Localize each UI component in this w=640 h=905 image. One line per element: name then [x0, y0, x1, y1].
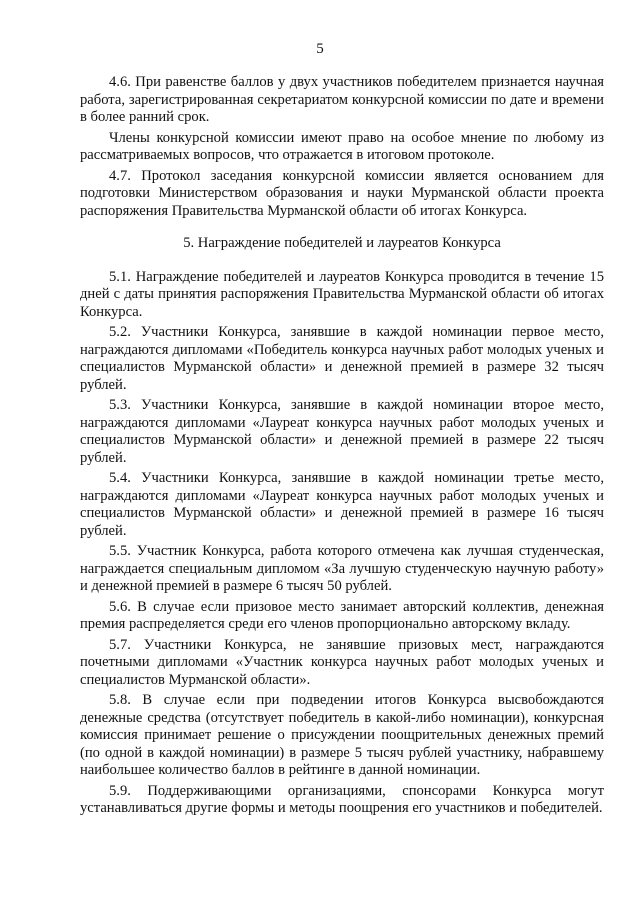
paragraph-5-1: 5.1. Награждение победителей и лауреатов Конкурса проводится в течение 15 дней с даты принятия распоряжения Правительства Мурманской области об итогах Конкурса.: [80, 268, 604, 320]
paragraph-5-9: 5.9. Поддерживающими организациями, спонсорами Конкурса могут устанавливаться другие формы и методы поощрения его участников и победителей.: [80, 782, 604, 816]
section-heading: 5. Награждение победителей и лауреатов Конкурса: [183, 235, 501, 251]
document-body: [80, 74, 604, 821]
paragraph-4-6: 4.6. При равенстве баллов у двух участников победителем признается научная работа, зарегистрированная секретариатом конкурсной комиссии по дате и времени в более ранний срок.: [80, 74, 604, 125]
paragraph-5-7: 5.7. Участники Конкурса, не занявшие призовых мест, награждаются почетными дипломами «Участник конкурса научных работ молодых ученых и специалистов Мурманской области».: [80, 636, 604, 688]
paragraph-5-6: 5.6. В случае если призовое место занимает авторский коллектив, денежная премия распределяется среди его членов пропорционально авторскому вкладу.: [80, 598, 604, 632]
paragraph-5-5: 5.5. Участник Конкурса, работа которого отмечена как лучшая студенческая, награждается специальным дипломом «За лучшую студенческую научную работу» и денежной премией в размере 6 тысяч 50 рублей.: [80, 543, 604, 594]
paragraph-4-6-note: Члены конкурсной комиссии имеют право на особое мнение по любому из рассматриваемых вопросов, что отражается в итоговом протоколе.: [80, 129, 604, 163]
paragraph-5-3: 5.3. Участники Конкурса, занявшие в каждой номинации второе место, награждаются дипломами «Лауреат конкурса научных работ молодых ученых и специалистов Мурманской области» и денежной премией в размере 22 тысяч рублей.: [80, 397, 604, 466]
paragraph-4-7: 4.7. Протокол заседания конкурсной комиссии является основанием для подготовки Министерством образования и науки Мурманской области проекта распоряжения Правительства Мурманской области об итогах Конкурса.: [80, 167, 604, 219]
paragraph-5-2: 5.2. Участники Конкурса, занявшие в каждой номинации первое место, награждаются дипломами «Победитель конкурса научных работ молодых ученых и специалистов Мурманской области» и денежной премией в размере 32 тысяч рублей.: [80, 324, 604, 393]
page-number: 5: [316, 41, 324, 57]
paragraph-5-8: 5.8. В случае если при подведении итогов Конкурса высвобождаются денежные средства (отсутствует победитель в какой-либо номинации), конкурсная комиссия принимает решение о присуждении поощрительных денежных премий (по одной в каждой номинации) в размере 5 тысяч рублей участнику, набравшему наибольшее количество баллов в рейтинге в данной номинации.: [80, 692, 604, 778]
paragraph-5-4: 5.4. Участники Конкурса, занявшие в каждой номинации третье место, награждаются дипломами «Лауреат конкурса научных работ молодых ученых и специалистов Мурманской области» и денежной премией в размере 16 тысяч рублей.: [80, 470, 604, 539]
